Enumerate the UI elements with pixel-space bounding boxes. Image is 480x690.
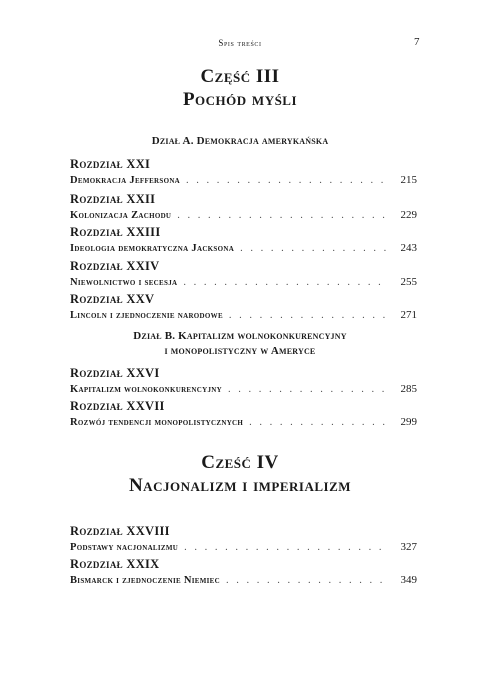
chapter-title: Niewolnictwo i secesja	[70, 277, 178, 288]
dot-leader	[240, 242, 389, 256]
division-heading-b	[40, 329, 440, 359]
part-title: Nacjonalizm i imperializm	[128, 475, 352, 496]
part-number: Część III	[200, 66, 280, 87]
chapter-title: Bismarck i zjednoczenie Niemiec	[70, 575, 221, 586]
page-ref: 299	[400, 416, 417, 428]
page-ref: 215	[400, 174, 417, 186]
dot-leader	[228, 383, 389, 397]
chapter-title: Podstawy nacjonalizmu	[70, 542, 179, 553]
chapter-number: Rozdział XXI	[70, 157, 151, 171]
part-number: Cześć IV	[201, 452, 279, 473]
dot-leader	[229, 309, 389, 323]
chapter-number: Rozdział XXIV	[70, 259, 160, 273]
toc-entry[interactable]	[70, 259, 417, 290]
chapter-number: Rozdział XXV	[70, 292, 155, 306]
page-ref: 243	[400, 242, 417, 254]
chapter-number: Rozdział XXII	[70, 192, 156, 206]
page-ref: 255	[400, 276, 417, 288]
chapter-title: Demokracja Jeffersona	[70, 175, 181, 186]
page-ref: 349	[400, 574, 417, 586]
page-ref: 271	[400, 309, 417, 321]
toc-entry[interactable]	[70, 192, 417, 223]
chapter-title: Rozwój tendencji monopolistycznych	[70, 417, 244, 428]
toc-entry[interactable]	[70, 399, 417, 430]
toc-entry[interactable]	[70, 157, 417, 188]
dot-leader	[177, 209, 389, 223]
dot-leader	[249, 416, 389, 430]
page-ref: 285	[400, 383, 417, 395]
chapter-number: Rozdział XXVIII	[70, 524, 170, 538]
toc-entry[interactable]	[70, 557, 417, 588]
chapter-number: Rozdział XXVI	[70, 366, 160, 380]
dot-leader	[184, 541, 389, 555]
chapter-title: Kolonizacja Zachodu	[70, 210, 172, 221]
toc-entry[interactable]	[70, 225, 417, 256]
page-number: 7	[414, 36, 420, 48]
part-heading-iii	[0, 66, 480, 111]
division-line: i monopolistyczny w Ameryce	[164, 345, 316, 357]
division-heading-a: Dział A. Demokracja amerykańska	[151, 135, 329, 147]
toc-entry[interactable]	[70, 292, 417, 323]
running-head: Spis treści	[218, 38, 262, 48]
division-line: Dział B. Kapitalizm wolnokonkurencyjny	[133, 330, 347, 342]
dot-leader	[186, 174, 389, 188]
chapter-number: Rozdział XXIII	[70, 225, 161, 239]
chapter-title: Lincoln i zjednoczenie narodowe	[70, 310, 223, 321]
toc-entry[interactable]	[70, 366, 417, 397]
part-title: Pochód myśli	[182, 89, 298, 110]
page-ref: 327	[400, 541, 417, 553]
chapter-title: Kapitalizm wolnokonkurencyjny	[70, 384, 222, 395]
page-ref: 229	[400, 209, 417, 221]
dot-leader	[183, 276, 389, 290]
chapter-number: Rozdział XXVII	[70, 399, 165, 413]
part-heading-iv	[0, 452, 480, 497]
chapter-title: Ideologia demokratyczna Jacksona	[70, 243, 235, 254]
chapter-number: Rozdział XXIX	[70, 557, 160, 571]
toc-entry[interactable]	[70, 524, 417, 555]
dot-leader	[226, 574, 389, 588]
